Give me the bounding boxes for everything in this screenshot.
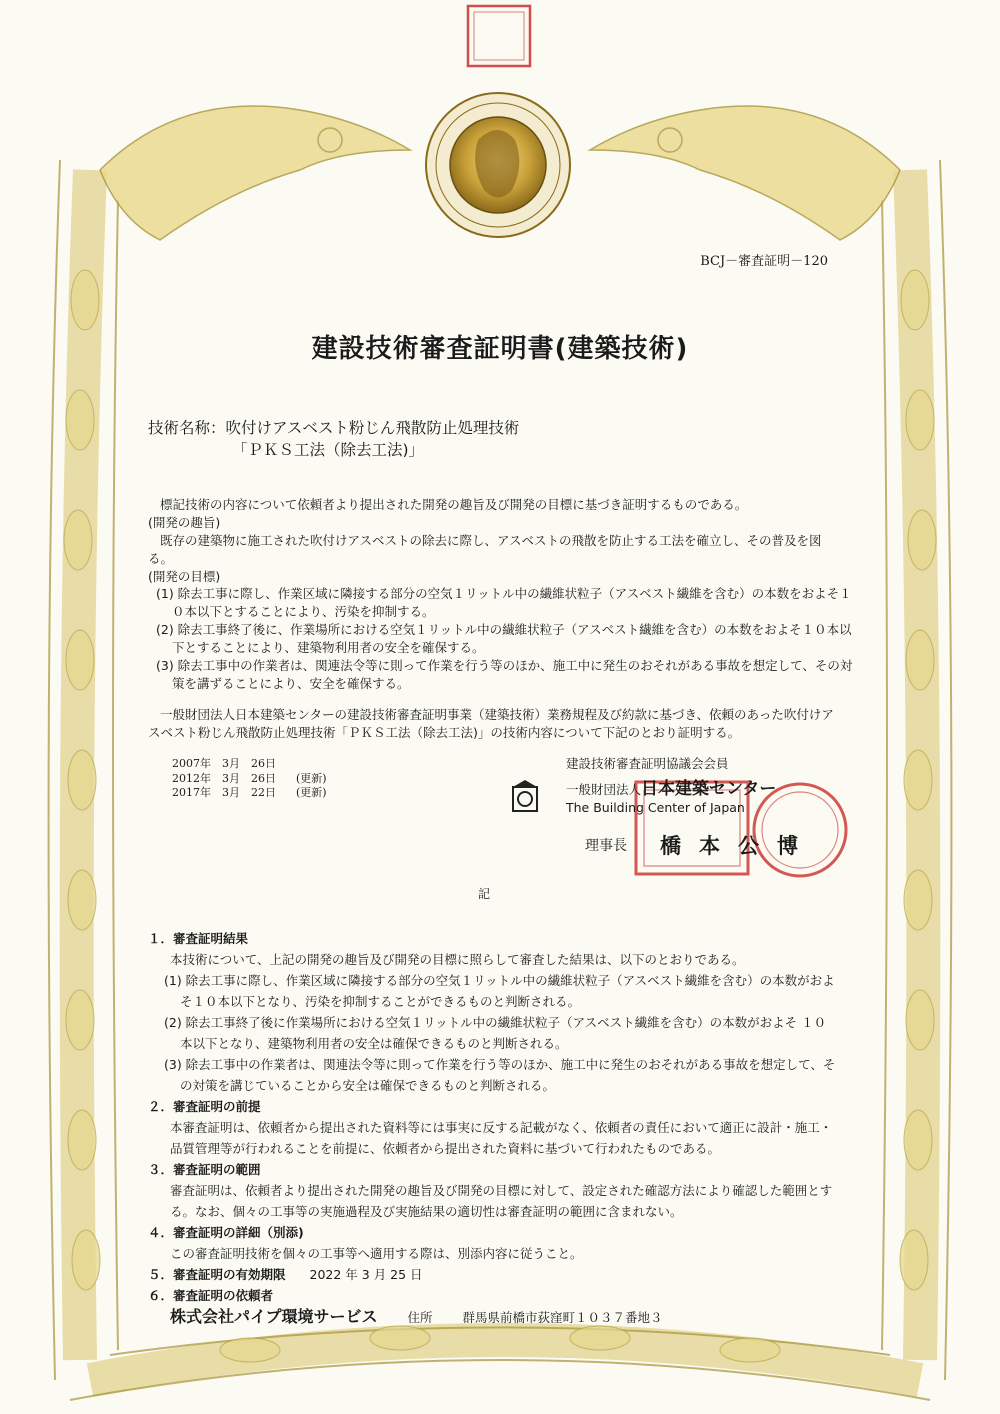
date-value: 2017年 3月 22日: [172, 786, 276, 799]
applicant-line: [148, 1306, 838, 1328]
section-heading: ２．審査証明の前提: [148, 1099, 261, 1114]
result-item: (3) 除去工事中の作業者は、関連法令等に則って作業を行う等のほか、施工中に発生のおそれがある事故を想定して、その対策を講じていることから安全は確保できるものと判断される。: [164, 1057, 836, 1093]
top-red-stamp: [468, 6, 530, 66]
goal-item: (1) 除去工事に際し、作業区域に隣接する部分の空気１リットル中の繊維状粒子（アスベスト繊維を含む）の本数をおよそ１０本以下とすることにより、汚染を抑制する。: [156, 586, 852, 619]
technology-method: 「ＰＫＳ工法（除去工法)」: [232, 441, 425, 459]
org-english: The Building Center of Japan: [566, 800, 745, 815]
document-number: BCJ－審査証明－120: [700, 254, 828, 269]
intro-text: 標記技術の内容について依頼者より提出された開発の趣旨及び開発の目標に基づき証明するものである。: [160, 497, 748, 512]
date-row: [172, 757, 327, 772]
purpose-heading: (開発の趣旨): [148, 515, 221, 530]
section-heading: ６．審査証明の依頼者: [148, 1288, 274, 1303]
goals-heading: (開発の目標): [148, 569, 221, 584]
section-heading: ５．審査証明の有効期限: [148, 1267, 286, 1282]
date-row: [172, 786, 327, 801]
date-note: (更新): [296, 786, 327, 799]
section-heading: ３．審査証明の範囲: [148, 1162, 261, 1177]
results-section: [148, 928, 838, 1328]
chair-name: 橋本公博: [660, 833, 816, 858]
section-text: 本技術について、上記の開発の趣旨及び開発の目標に照らして審査した結果は、以下のとおりである。: [170, 952, 745, 967]
address-label: 住所: [407, 1310, 433, 1325]
bcj-logo-mark: [513, 780, 537, 811]
date-note: (更新): [296, 771, 327, 785]
validity-line: [148, 1264, 838, 1285]
org-name: 日本建築センター: [641, 779, 777, 799]
page-title: 建設技術審査証明書(建築技術): [311, 334, 689, 364]
applicant-address: 群馬県前橋市荻窪町１０３７番地３: [462, 1310, 663, 1325]
technology-name: [148, 417, 519, 461]
gold-medallion-seal: [426, 93, 570, 237]
section-text: 審査証明は、依頼者より提出された開発の趣旨及び開発の目標に対して、設定された確認方法により確認した範囲とする。なお、個々の工事等の実施過程及び実施結果の適切性は審査証明の範囲に含まれない。: [170, 1183, 833, 1219]
chair-title: 理事長: [585, 838, 627, 854]
applicant-company: 株式会社パイプ環境サービス: [170, 1307, 378, 1326]
purpose-text: 既存の建築物に施工された吹付けアスベストの除去に際し、アスベストの飛散を防止する工法を確立し、その普及を図る。: [148, 533, 822, 566]
section-heading: １．審査証明結果: [148, 931, 249, 946]
date-value: 2007年 3月 26日: [172, 757, 276, 770]
section-text: 本審査証明は、依頼者から提出された資料等には事実に反する記載がなく、依頼者の責任において適正に設計・施工・品質管理等が行われることを前提に、依頼者から提出された資料に基づいて行われたものである。: [170, 1120, 833, 1156]
validity-date: 2022 年 3 月 25 日: [309, 1267, 423, 1282]
date-value: 2012年 3月 26日: [172, 771, 276, 785]
issue-dates: [172, 757, 327, 801]
goal-item: (3) 除去工事中の作業者は、関連法令等に則って作業を行う等のほか、施工中に発生のおそれがある事故を想定して、その対策を講ずることにより、安全を確保する。: [156, 658, 853, 691]
section-heading: ４．審査証明の詳細（別添): [148, 1225, 304, 1240]
section-text: この審査証明技術を個々の工事等へ適用する際は、別添内容に従うこと。: [170, 1246, 583, 1261]
result-item: (1) 除去工事に際し、作業区域に隣接する部分の空気１リットル中の繊維状粒子（アスベスト繊維を含む）の本数がおよそ１０本以下となり、汚染を抑制することができるものと判断される。: [164, 973, 835, 1009]
org-prefix: 一般財団法人: [566, 782, 642, 797]
issuer-block: [566, 754, 776, 815]
date-row: [172, 772, 327, 787]
council-member: 建設技術審査証明協議会会員: [566, 756, 729, 771]
goal-item: (2) 除去工事終了後に、作業場所における空気１リットル中の繊維状粒子（アスベスト繊維を含む）の本数をおよそ１０本以下とすることにより、建築物利用者の安全を確保する。: [156, 622, 852, 655]
ki-mark: 記: [478, 887, 491, 901]
issuer-org: [566, 774, 776, 799]
technology-label: 技術名称：吹付けアスベスト粉じん飛散防止処理技術: [148, 419, 520, 437]
certification-statement: 一般財団法人日本建築センターの建設技術審査証明事業（建築技術）業務規程及び約款に基づき、依頼のあった吹付けアスベスト粉じん飛散防止処理技術「ＰＫＳ工法（除去工法)」の技術内容について下記のとおり証明する。: [148, 707, 834, 740]
result-item: (2) 除去工事終了後に作業場所における空気１リットル中の繊維状粒子（アスベスト繊維を含む）の本数がおよそ １０本以下となり、建築物利用者の安全は確保できるものと判断される。: [164, 1015, 827, 1051]
